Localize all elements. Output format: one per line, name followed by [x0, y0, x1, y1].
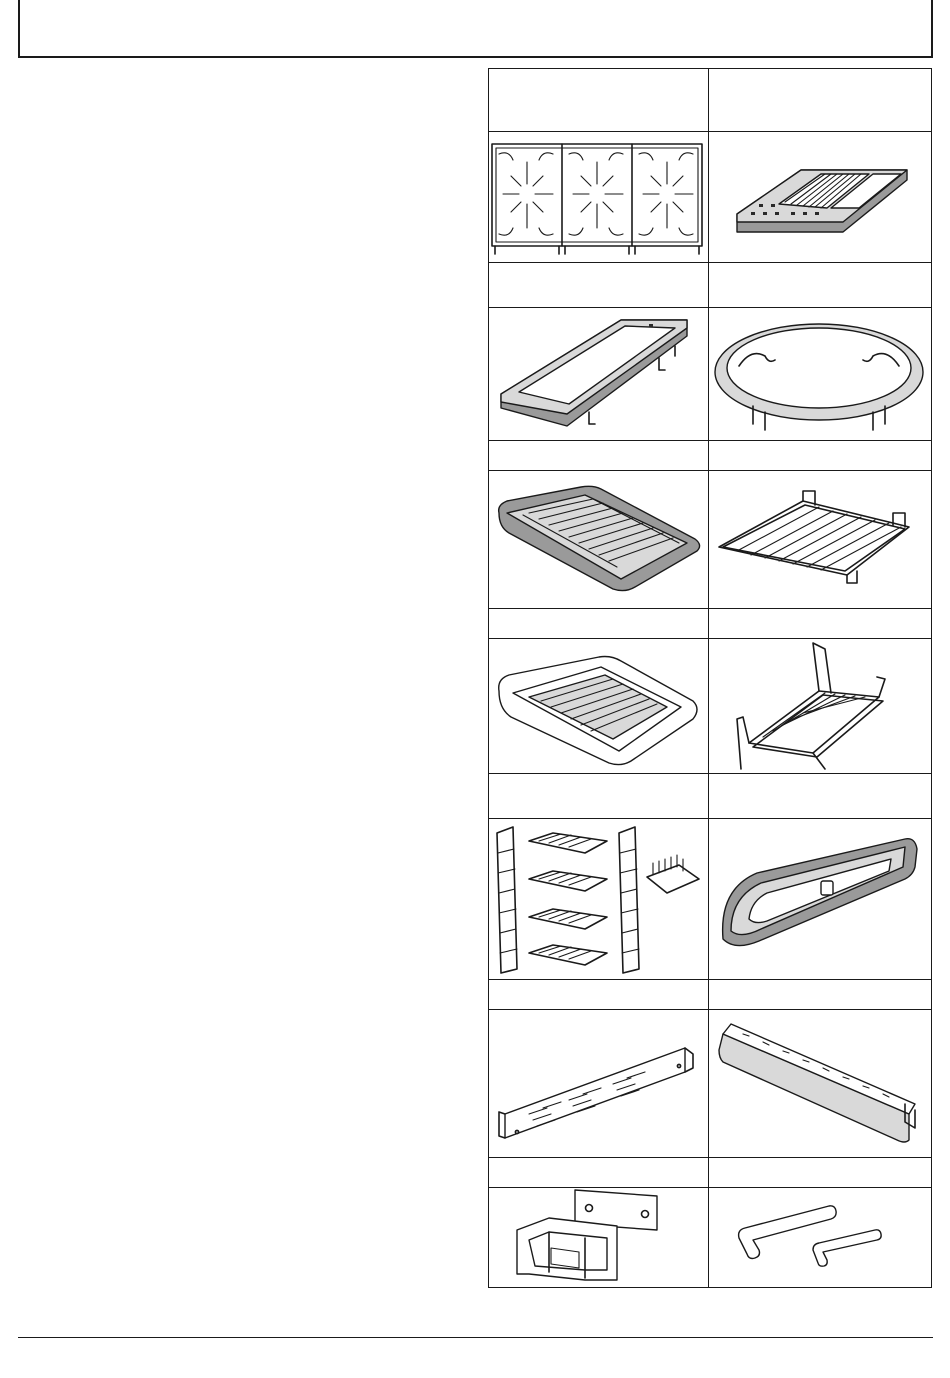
toe-kick-vent-icon	[489, 1010, 708, 1157]
table-row-divider	[489, 979, 931, 980]
table-row-divider	[489, 608, 931, 609]
table-row-divider	[489, 1157, 931, 1158]
page-header-box	[18, 0, 933, 58]
burner-grates-icon	[489, 132, 708, 262]
table-row-divider	[489, 773, 931, 774]
grill-griddle-icon	[709, 132, 932, 262]
allen-wrench-icon	[709, 1188, 932, 1288]
wok-ring-icon	[709, 308, 932, 440]
door-handle-icon	[709, 819, 932, 979]
anti-tip-bracket-icon	[489, 1188, 708, 1288]
griddle-plate-icon	[489, 308, 708, 440]
trim-strip-icon	[709, 1010, 932, 1157]
rack-set-icon	[489, 819, 708, 979]
table-row-divider	[489, 262, 931, 263]
oven-rack-icon	[709, 471, 932, 608]
accessories-table	[488, 68, 932, 1288]
rotisserie-rack-icon	[709, 639, 932, 773]
broiler-pan-icon	[489, 471, 708, 608]
table-row-divider	[489, 440, 931, 441]
roasting-pan-icon	[489, 639, 708, 773]
footer-rule	[18, 1337, 933, 1338]
